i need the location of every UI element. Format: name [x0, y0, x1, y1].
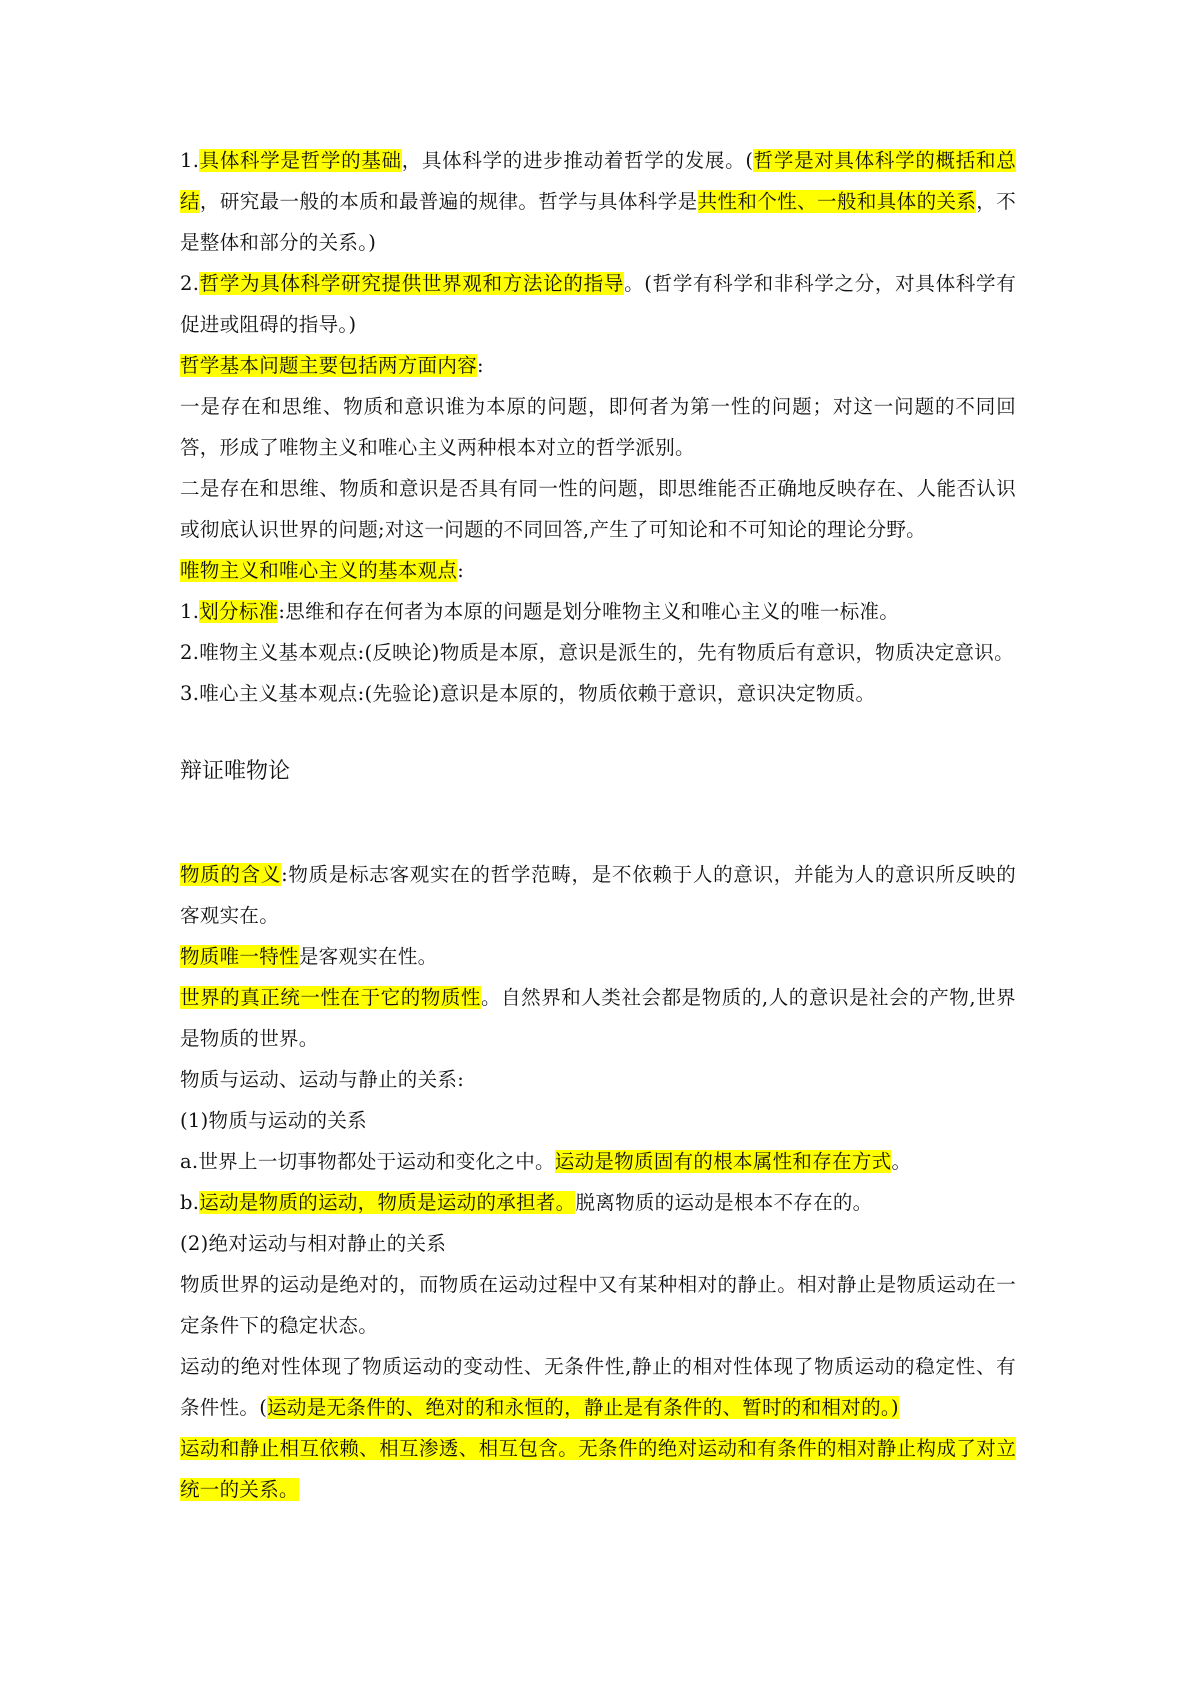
text-run: 3.唯心主义基本观点:(先验论)意识是本原的，物质依赖于意识，意识决定物质。 [180, 682, 876, 705]
text-run: : [457, 559, 465, 582]
text-run: 一是存在和思维、物质和意识谁为本原的问题，即何者为第一性的问题；对这一问题的不同回答，形成了唯物主义和唯心主义两种根本对立的哲学派别。 [180, 395, 1016, 459]
text-run: 1. [180, 600, 200, 623]
text-run: a.世界上一切事物都处于运动和变化之中。 [180, 1150, 555, 1173]
highlighted-text: 哲学是对具体科学的概括和总结 [180, 149, 1016, 213]
document-page [180, 140, 1016, 1510]
paragraph-q6 [180, 1141, 1016, 1182]
paragraph-p2 [180, 263, 1016, 345]
text-run: 1. [180, 149, 200, 172]
text-run: ，不是整体和部分的关系。) [180, 190, 1017, 254]
text-run: 运动的绝对性体现了物质运动的变动性、无条件性,静止的相对性体现了物质运动的稳定性、有条件性。( [180, 1355, 1016, 1419]
text-run: 是客观实在性。 [298, 945, 438, 968]
text-run: 。自然界和人类社会都是物质的,人的意识是社会的产物,世界是物质的世界。 [180, 986, 1016, 1050]
text-run: 。 [891, 1150, 912, 1173]
paragraph-p4 [180, 386, 1016, 468]
paragraph-q9 [180, 1264, 1016, 1346]
paragraph-q4 [180, 1059, 1016, 1100]
paragraph-q1 [180, 854, 1016, 936]
spacer [180, 714, 1016, 726]
text-run: (2)绝对运动与相对静止的关系 [180, 1232, 447, 1255]
highlighted-text: 物质的含义 [180, 863, 282, 886]
section-philosophy-basics [180, 140, 1016, 714]
text-run: (1)物质与运动的关系 [180, 1109, 367, 1132]
text-run: 2.唯物主义基本观点:(反映论)物质是本原，意识是派生的，先有物质后有意识，物质决定意识。 [180, 641, 1014, 664]
highlighted-text: 世界的真正统一性在于它的物质性 [180, 986, 481, 1009]
text-run: 脱离物质的运动是根本不存在的。 [575, 1191, 873, 1214]
paragraph-q7 [180, 1182, 1016, 1223]
text-run: ，研究最一般的本质和最普遍的规律。哲学与具体科学是 [199, 190, 698, 213]
text-run: 2. [180, 272, 200, 295]
paragraph-p9 [180, 673, 1016, 714]
highlighted-text: 唯物主义和唯心主义的基本观点 [180, 559, 458, 582]
text-run: 物质世界的运动是绝对的，而物质在运动过程中又有某种相对的静止。相对静止是物质运动在一定条件下的稳定状态。 [180, 1273, 1016, 1337]
paragraph-q11 [180, 1428, 1016, 1510]
paragraph-p5 [180, 468, 1016, 550]
text-run: ，具体科学的进步推动着哲学的发展。( [401, 149, 754, 172]
highlighted-text: 具体科学是哲学的基础 [199, 149, 402, 172]
paragraph-p3 [180, 345, 1016, 386]
highlighted-text: 哲学为具体科学研究提供世界观和方法论的指导 [199, 272, 625, 295]
text-run: : [477, 354, 484, 377]
highlighted-text: 运动是物质固有的根本属性和存在方式 [554, 1150, 892, 1173]
highlighted-text: 运动是无条件的、绝对的和永恒的，静止是有条件的、暂时的和相对的。) [267, 1396, 899, 1419]
section-dialectical-materialism [180, 854, 1016, 1510]
paragraph-p8 [180, 632, 1016, 673]
text-run: 。(哲学有科学和非科学之分，对具体科学有促进或阻碍的指导。) [180, 272, 1016, 336]
spacer [180, 792, 1016, 854]
highlighted-text: 运动和静止相互依赖、相互渗透、相互包含。无条件的绝对运动和有条件的相对静止构成了对立统一的关系。 [180, 1437, 1016, 1501]
highlighted-text: 哲学基本问题主要包括两方面内容 [180, 354, 478, 377]
highlighted-text: 运动是物质的运动，物质是运动的承担者。 [199, 1191, 576, 1214]
highlighted-text: 共性和个性、一般和具体的关系 [697, 190, 977, 213]
paragraph-q5 [180, 1100, 1016, 1141]
text-run: 二是存在和思维、物质和意识是否具有同一性的问题，即思维能否正确地反映存在、人能否认识或彻底认识世界的问题;对这一问题的不同回答,产生了可知论和不可知论的理论分野。 [180, 477, 1016, 541]
highlighted-text: 物质唯一特性 [180, 945, 299, 968]
text-run: :物质是标志客观实在的哲学范畴，是不依赖于人的意识，并能为人的意识所反映的客观实在。 [180, 863, 1016, 927]
paragraph-p1 [180, 140, 1016, 263]
paragraph-q2 [180, 936, 1016, 977]
paragraph-q8 [180, 1223, 1016, 1264]
text-run: b. [180, 1191, 200, 1214]
paragraph-q10 [180, 1346, 1016, 1428]
section-heading: 辩证唯物论 [180, 759, 291, 784]
paragraph-p6 [180, 550, 1016, 591]
paragraph-q3 [180, 977, 1016, 1059]
highlighted-text: 划分标准 [199, 600, 279, 623]
paragraph-p7 [180, 591, 1016, 632]
text-run: :思维和存在何者为本原的问题是划分唯物主义和唯心主义的唯一标准。 [278, 600, 900, 623]
text-run: 物质与运动、运动与静止的关系: [180, 1068, 465, 1091]
